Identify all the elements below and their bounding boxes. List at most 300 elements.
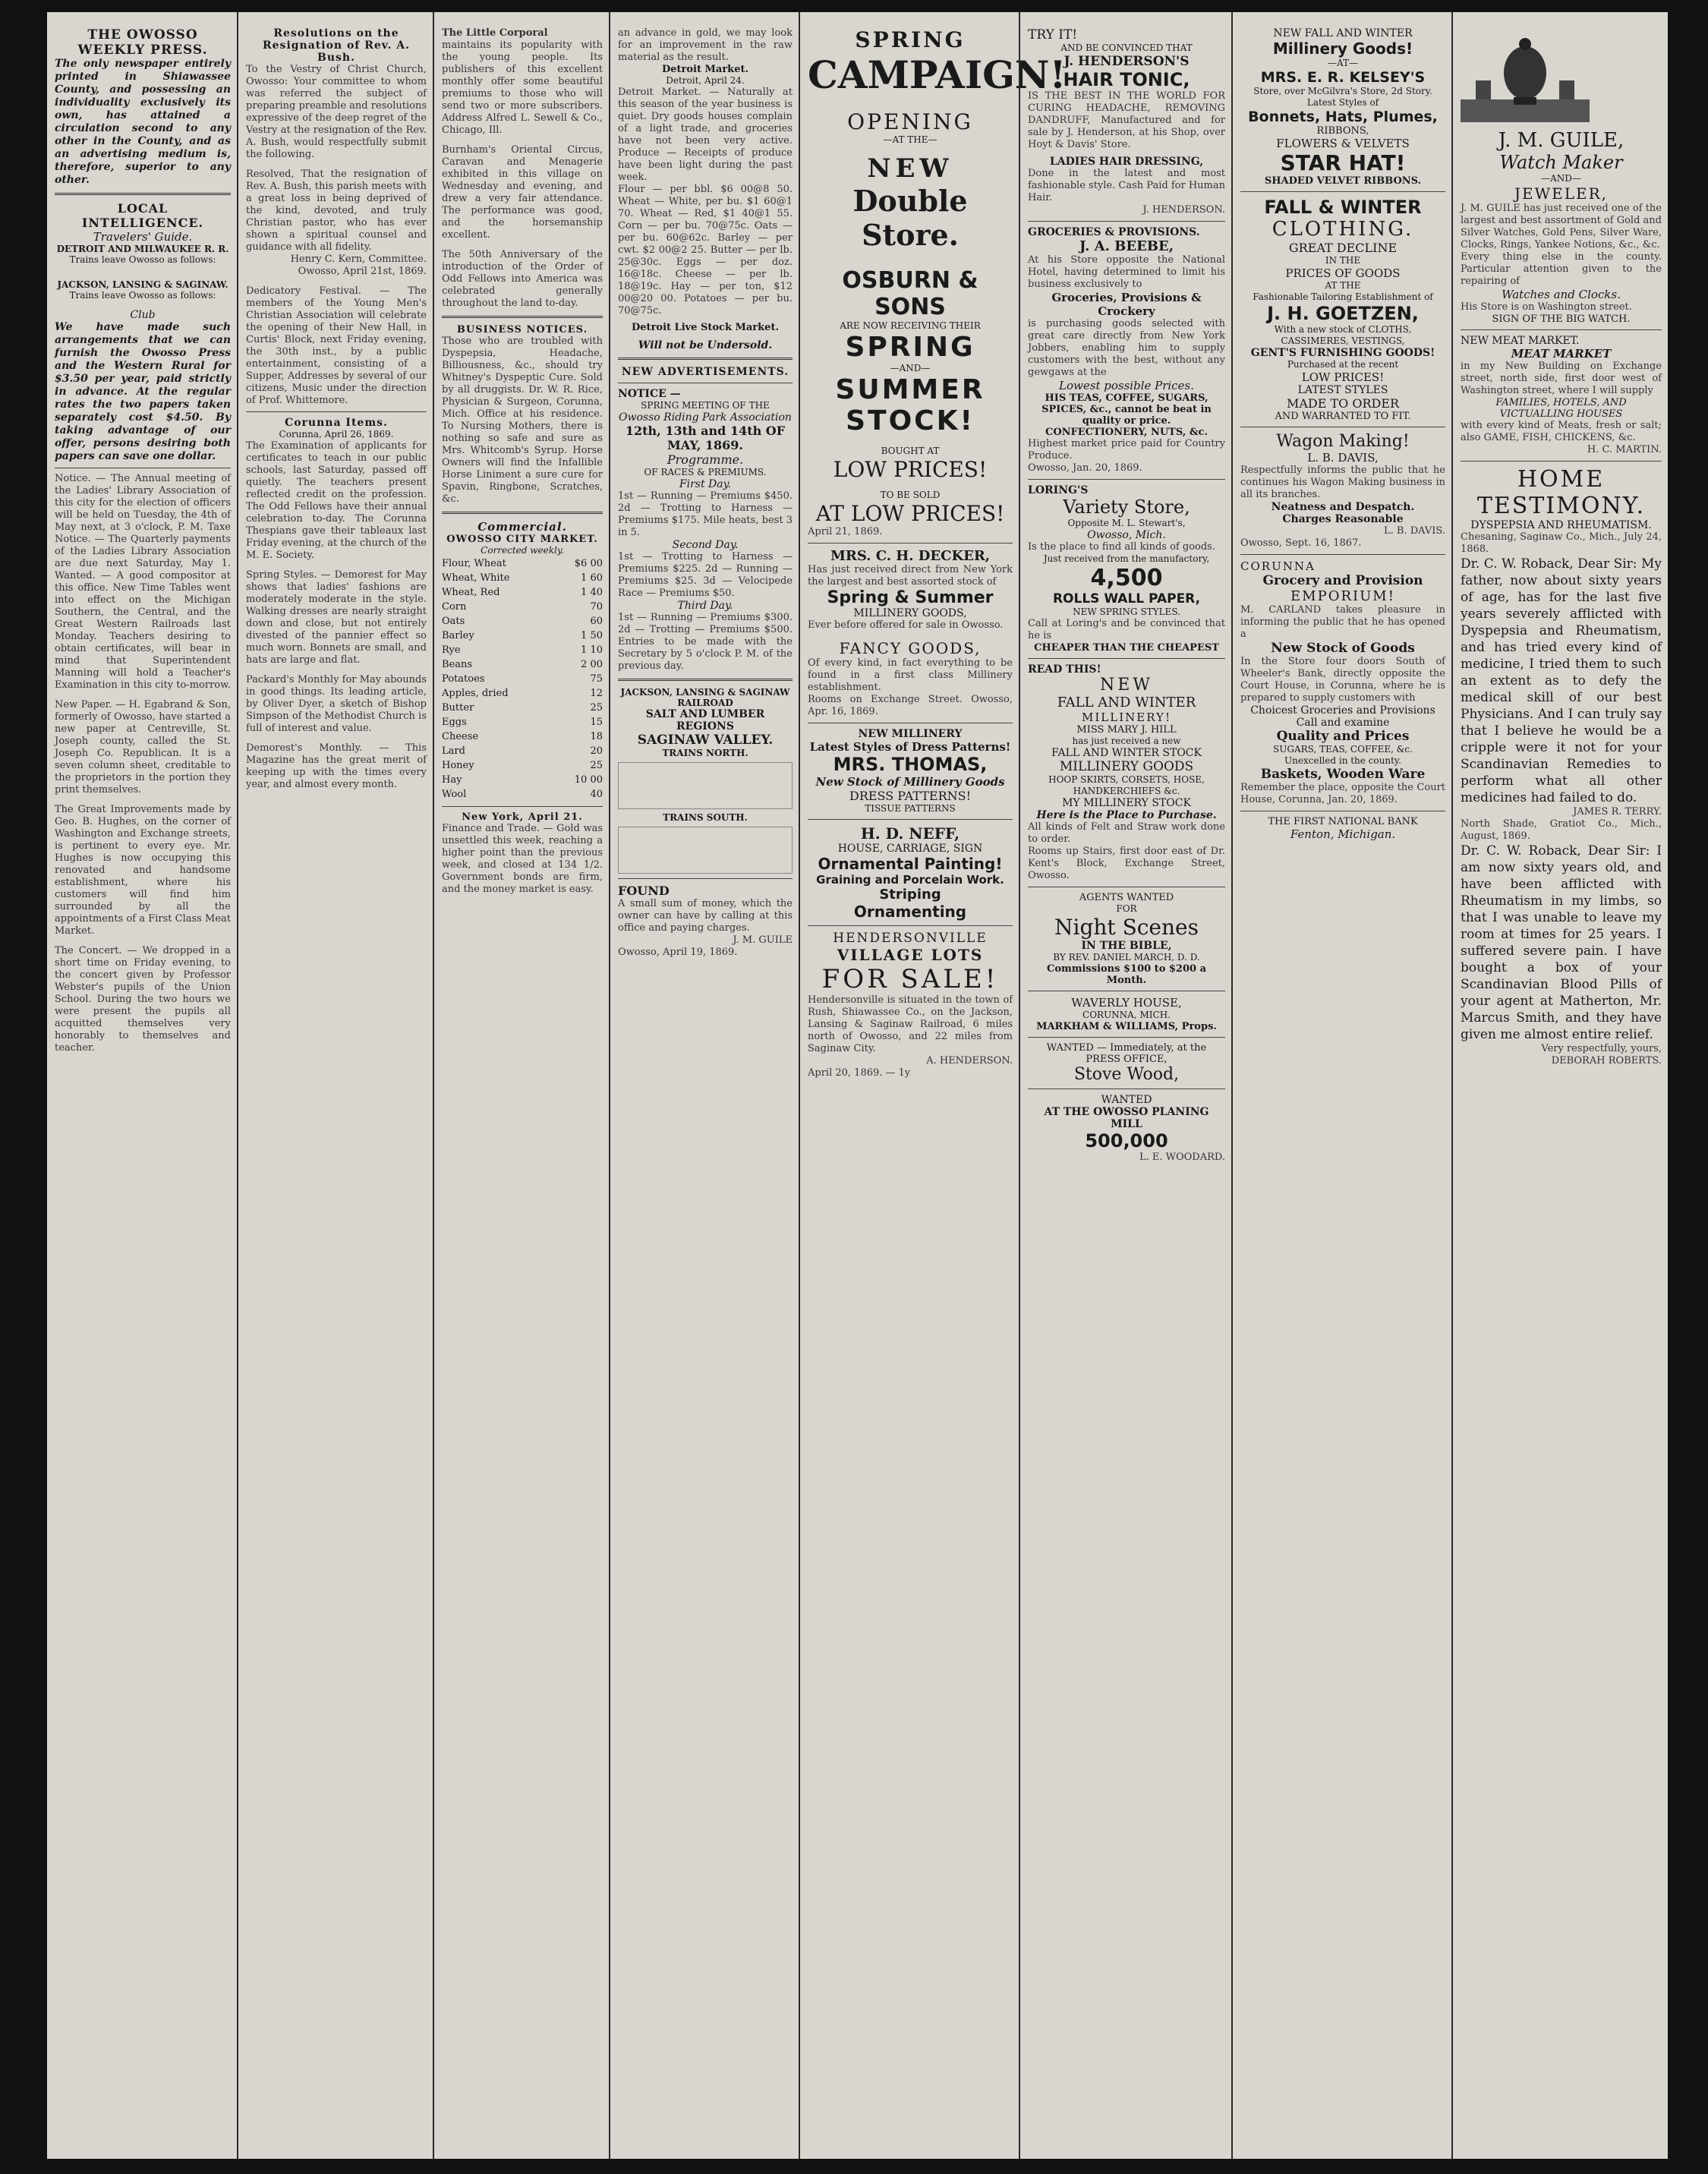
testimony-heading: TESTIMONY. xyxy=(1476,493,1646,519)
decker-rooms: Rooms on Exchange Street. Owosso, Apr. 16, 1869. xyxy=(808,694,1013,717)
to-be-sold: TO BE SOLD xyxy=(880,490,941,500)
groceries-heading: GROCERIES & PROVISIONS. xyxy=(1028,226,1200,238)
shaded: SHADED VELVET RIBBONS. xyxy=(1264,175,1422,187)
night-scenes: Night Scenes xyxy=(1054,915,1199,940)
market-row xyxy=(442,672,603,686)
little-corporal-text: maintains its popularity with the young people. Its publishers of this excellent monthly offer some beautiful premiums to those who will send two or more subscribers. Address Alfred L. Sewell & Co., Chicago, Ill. xyxy=(442,39,603,136)
millinery-goods: MILLINERY GOODS xyxy=(1059,759,1194,774)
decker-text-2: Ever before offered for sale in Owosso. xyxy=(808,619,1004,631)
ornamental-painting: Ornamental Painting! xyxy=(818,855,1003,873)
stove-wood: Stove Wood, xyxy=(1073,1065,1180,1084)
watches-clocks: Watches and Clocks. xyxy=(1502,288,1621,301)
convinced: AND BE CONVINCED THAT xyxy=(1060,43,1193,53)
fancy-goods: FANCY GOODS, xyxy=(839,639,982,657)
market-item-price: 1 10 xyxy=(581,644,603,656)
day-3-text: 1st — Running — Premiums $300. 2d — Trotting — Premiums $500. Entries to be made with the Secretary by 5 o'clock P. M. of the previous day. xyxy=(618,612,793,672)
corunna-items-title: Corunna Items. xyxy=(285,417,388,429)
market-row xyxy=(442,744,603,758)
at-sep: —AT— xyxy=(1327,58,1358,68)
waverly: WAVERLY HOUSE, xyxy=(1071,996,1182,1010)
market-row xyxy=(442,758,603,773)
notices-text: Notice. — The Annual meeting of the Ladies' Library Association of this city for the election of officers will be held on Tuesday, the 4th of May next, at 3 o'clock, P. M. Taxe Notice. — The Quarterly payments of the Ladies Library Association are due next Saturday, May 1. Wanted. — A good compositor at this office. New Time Tables went into effect on the Michigan Southern, the Central, and the Great Western Railroads last Monday. Teachers desiring to obtain certificates, will bear in mind that Superintendent Manning will hold a Teacher's Examination in this city to-morrow. xyxy=(55,473,231,691)
newspaper-page xyxy=(47,12,1668,2159)
column-8 xyxy=(1451,12,1668,2159)
march: BY REV. DANIEL MARCH, D. D. xyxy=(1053,952,1200,963)
receiving: ARE NOW RECEIVING THEIR xyxy=(840,320,981,331)
market-item-price: 60 xyxy=(590,616,603,627)
decker-text: Has just received direct from New York the largest and best assorted stock of xyxy=(808,564,1013,588)
market-item-name: Eggs xyxy=(442,717,467,728)
market-item-name: Wheat, Red xyxy=(442,587,500,598)
corunna-text: The Examination of applicants for certificates to teach in our public schools, last Saturday, passed off quietly. The teachers present reflected credit on the profession. The Odd Fellows have their annual celebration to-day. The Corunna Thespians gave their tableaux last Friday evening, at the church of the M. E. Society. xyxy=(246,440,427,561)
decker-millinery: MILLINERY GOODS, xyxy=(853,607,967,619)
agents-wanted: AGENTS WANTED xyxy=(1079,892,1174,903)
waverly-loc: CORUNNA, MICH. xyxy=(1082,1010,1171,1020)
festival-text: Dedicatory Festival. — The members of the Young Men's Christian Association will celebrate the opening of their New Hall, in Curtis' Block, next Friday evening, the 30th inst., by a public entertainment, consisting of a Supper, Addresses by several of our citizens, Music under the direction of Prof. Whittemore. xyxy=(246,285,427,406)
wagon-making: Wagon Making! xyxy=(1276,432,1410,451)
will-not-undersold: Will not be Undersold. xyxy=(638,339,773,351)
straw-work: All kinds of Felt and Straw work done to order. xyxy=(1028,821,1225,845)
village-lots: VILLAGE LOTS xyxy=(837,946,984,964)
livestock-title: Detroit Live Stock Market. xyxy=(632,322,779,333)
latest-styles-of: Latest Styles of xyxy=(1306,97,1379,108)
cheaper: CHEAPER THAN THE CHEAPEST xyxy=(1034,642,1219,654)
notice-title: NOTICE — xyxy=(618,388,681,400)
ladies-hair: LADIES HAIR DRESSING, xyxy=(1049,156,1204,168)
market-row xyxy=(442,614,603,629)
new-stock: New Stock of Goods xyxy=(1271,641,1415,656)
beebe-date: Owosso, Jan. 20, 1869. xyxy=(1028,462,1142,474)
variety-text: Is the place to find all kinds of goods. xyxy=(1028,541,1215,553)
rolls-wall-paper: ROLLS WALL PAPER, xyxy=(1052,591,1201,607)
hendersonville: HENDERSONVILLE xyxy=(833,931,988,946)
trains-south: TRAINS SOUTH. xyxy=(663,812,748,823)
millinery-goods-heading: Millinery Goods! xyxy=(1272,39,1413,58)
davis: L. B. DAVIS, xyxy=(1307,451,1379,465)
here-place: Here is the Place to Purchase. xyxy=(1036,809,1217,821)
market-item-price: 15 xyxy=(590,717,603,728)
charges: Charges Reasonable xyxy=(1282,513,1404,525)
detroit-date: Detroit, April 24. xyxy=(666,75,745,86)
in-bible: IN THE BIBLE, xyxy=(1081,940,1172,952)
guile-text: J. M. GUILE has just received one of the largest and best assortment of Gold and Silver Watches, Gold Pens, Silver Ware, Clocks, Rings, Yankee Notions, &c., &c. xyxy=(1461,203,1662,250)
market-item-name: Corn xyxy=(442,601,467,613)
flowers: FLOWERS & VELVETS xyxy=(1276,137,1410,150)
hoop-skirts: HOOP SKIRTS, CORSETS, HOSE, HANDKERCHIEFS &c. xyxy=(1048,774,1205,796)
new-fall: NEW FALL AND WINTER xyxy=(1273,27,1413,39)
beebe-text: At his Store opposite the National Hotel, having determined to limit his business exclusively to xyxy=(1028,254,1225,290)
emporium: EMPORIUM! xyxy=(1290,588,1395,604)
hair-tonic: HAIR TONIC, xyxy=(1063,69,1190,90)
newyork-text: Finance and Trade. — Gold was unsettled this week, reaching a higher point than the previous week, and closed at 134 1/2. Government bonds are firm, and the money market is easy. xyxy=(442,823,603,895)
guile-loc: His Store is on Washington street. xyxy=(1461,301,1632,313)
guile-heading: J. M. GUILE, xyxy=(1498,129,1624,152)
low-prices-2: AT LOW PRICES! xyxy=(815,501,1005,526)
market-item-price: 20 xyxy=(590,745,603,757)
found-sign: J. M. GUILE xyxy=(733,934,793,946)
saginaw-name: SAGINAW VALLEY. xyxy=(637,733,774,748)
market-item-price: 1 50 xyxy=(581,630,603,641)
intro-text: The only newspaper entirely printed in Shiawassee County, and possessing an individuality exclusively its own, has attained a circulation second to any other in the County, and as an advertising medium is, therefore, superior to any other. xyxy=(55,58,231,186)
market-item-price: 2 00 xyxy=(581,659,603,670)
star-hat: STAR HAT! xyxy=(1280,150,1406,175)
day-3: Third Day. xyxy=(677,600,733,612)
at-the: AT THE xyxy=(1325,280,1361,291)
kelsey-loc: Store, over McGilvra's Store, 2d Story. xyxy=(1253,86,1432,96)
beebe-text-2: is purchasing goods selected with great care directly from New York Jobbers, enabling him to supply customers with the best, without any gewgaws at the xyxy=(1028,318,1225,378)
for: FOR xyxy=(1116,903,1137,914)
new-heading: NEW xyxy=(867,153,953,184)
commissions: Commissions $100 to $200 a Month. xyxy=(1046,963,1207,986)
graining: Graining and Porcelain Work. xyxy=(816,873,1004,887)
resolved-text: Resolved, That the resignation of Rev. A. Bush, this parish meets with a great loss in being deprived of the kind, devoted, and truly Christian pastor, who has ever shown a spiritual counsel and guidance with all fidelity. xyxy=(246,169,427,253)
goetzen-intro: Fashionable Tailoring Establishment of xyxy=(1253,291,1433,302)
park-title: SPRING MEETING OF THE xyxy=(641,400,770,411)
osburn-date: April 21, 1869. xyxy=(808,526,883,537)
circus-text: Burnham's Oriental Circus, Caravan and Menagerie exhibited in this village on Wednesday and evening, and drew a very fair attendance. The performance was good, and the horsemanship excellent. xyxy=(442,144,603,241)
col4-text-1: an advance in gold, we may look for an improvement in the raw material as the result. xyxy=(618,27,793,63)
anniversary-text: The 50th Anniversary of the introduction of the Order of Odd Fellows into America was celebrated generally throughout the land to-day. xyxy=(442,249,603,309)
park-name: Owosso Riding Park Association xyxy=(619,411,792,424)
gents: GENT'S FURNISHING GOODS! xyxy=(1250,347,1435,359)
latest-styles: LATEST STYLES xyxy=(1297,384,1388,396)
market-row xyxy=(442,729,603,744)
meat-text-2: with every kind of Meats, fresh or salt; also GAME, FISH, CHICKENS, &c. xyxy=(1461,420,1662,443)
timetable-south xyxy=(618,827,793,874)
opening-heading: OPENING xyxy=(847,109,973,134)
unexcelled: Unexcelled in the county. xyxy=(1284,755,1401,766)
market-item-price: 1 40 xyxy=(581,587,603,598)
mill-count: 500,000 xyxy=(1085,1130,1168,1152)
fall-winter-heading: FALL & WINTER xyxy=(1264,197,1422,218)
neff-heading: H. D. NEFF, xyxy=(860,824,960,843)
new-paper-text: New Paper. — H. Egabrand & Son, formerly of Owosso, have started a new paper at Centreville, St. Joseph county, called the St. Joseph Co. Republican. It is a seven column sheet, creditable to the proprietors in the portion they print themselves. xyxy=(55,699,231,796)
try-it: TRY IT! xyxy=(1028,27,1078,43)
bought-at: BOUGHT AT xyxy=(881,446,940,456)
made-to-order: MADE TO ORDER xyxy=(1286,396,1400,411)
markham: MARKHAM & WILLIAMS, Props. xyxy=(1036,1021,1217,1032)
column-4 xyxy=(609,12,799,2159)
dyspepsia: DYSPEPSIA AND RHEUMATISM. xyxy=(1470,519,1652,531)
decker-heading: MRS. C. H. DECKER, xyxy=(830,548,991,564)
test2-sign: DEBORAH ROBERTS. xyxy=(1551,1055,1662,1067)
wall-paper-count: 4,500 xyxy=(1090,565,1163,591)
osburn-heading: OSBURN & SONS xyxy=(842,267,978,320)
market-item-name: Apples, dried xyxy=(442,688,509,699)
owosso-mill: AT THE OWOSSO PLANING MILL xyxy=(1044,1106,1209,1130)
variety-store: Variety Store, xyxy=(1063,496,1190,518)
fall-stock: FALL AND WINTER STOCK xyxy=(1051,747,1202,759)
masthead: THE OWOSSO WEEKLY PRESS. xyxy=(77,27,208,58)
day-2-text: 1st — Trotting to Harness — Premiums $225. 2d — Running — Premiums $25. 3d — Velocipede Race — Premiums $50. xyxy=(618,551,793,599)
jeweler: JEWELER, xyxy=(1514,184,1609,203)
spring-summer: Spring & Summer xyxy=(827,588,994,607)
hill-heading: MISS MARY J. HILL xyxy=(1076,724,1177,736)
fenton: Fenton, Michigan. xyxy=(1290,827,1396,841)
carland: M. CARLAND takes pleasure in informing the public that he has opened a xyxy=(1240,604,1445,640)
first-national: THE FIRST NATIONAL BANK xyxy=(1268,816,1418,827)
davis-text: Respectfully informs the public that he continues his Wagon Making business in all its branches. xyxy=(1240,465,1445,500)
striping: Striping xyxy=(879,887,941,903)
guile-text-2: Every thing else in the county. Particular attention given to the repairing of xyxy=(1461,251,1662,287)
market-item-price: $6 00 xyxy=(574,558,603,569)
market-item-name: Flour, Wheat xyxy=(442,558,506,569)
baskets: Baskets, Wooden Ware xyxy=(1260,767,1426,782)
teas: HIS TEAS, COFFEE, SUGARS, SPICES, &c., cannot be beat in quality or price. xyxy=(1042,392,1212,427)
detroit-market-title: Detroit Market. xyxy=(661,64,748,75)
market-subtitle-2: Corrected weekly. xyxy=(481,545,564,556)
found-text: A small sum of money, which the owner can have by calling at this office and paying charges. xyxy=(618,898,793,934)
market-row xyxy=(442,556,603,571)
test2-text: Dr. C. W. Roback, Dear Sir: I am now sixty years old, and have been afflicted with Rheumatism in my limbs, so that I was unable to leave my room at times for 25 years. I suffered severe pain. I have bought a box of your Scandinavian Blood Pills of your agent at Matherton, Mr. Marcus Smith, and they have given me almost entire relief. xyxy=(1461,843,1662,1042)
market-item-price: 70 xyxy=(590,601,603,613)
remember: Remember the place, opposite the Court House, Corunna, Jan. 20, 1869. xyxy=(1240,782,1445,805)
clothing: CLOTHING. xyxy=(1272,218,1414,241)
resolutions-signed: Henry C. Kern, Committee. Owosso, April 21st, 1869. xyxy=(290,254,427,277)
spring2-heading: SPRING xyxy=(845,332,975,363)
market-item-price: 18 xyxy=(590,731,603,742)
spring-styles-text: Spring Styles. — Demorest for May shows that ladies' fashions are moderately moderate in the style. Walking dresses are nearly straight down and close, but not entirely divested of the pannier effect so much worn. Bonnets are small, and hats are large and flat. xyxy=(246,569,427,666)
market-row xyxy=(442,629,603,643)
corunna-date: Corunna, April 26, 1869. xyxy=(279,429,394,440)
quality: Quality and Prices xyxy=(1276,729,1410,744)
henderson-text: Hendersonville is situated in the town of Rush, Shiawassee Co., on the Jackson, Lansing & Saginaw Railroad, 6 miles north of Owosso, and 22 miles from Saginaw City. xyxy=(808,994,1013,1054)
market-row xyxy=(442,787,603,802)
market-item-name: Wool xyxy=(442,789,467,800)
column-3 xyxy=(433,12,609,2159)
my-millinery: MY MILLINERY STOCK xyxy=(1062,797,1191,809)
day-1: First Day. xyxy=(679,478,732,490)
watchmaker: Watch Maker xyxy=(1499,152,1623,173)
market-item-price: 12 xyxy=(590,688,603,699)
davis-date: Owosso, Sept. 16, 1867. xyxy=(1240,537,1362,549)
test1-sign: JAMES R. TERRY. xyxy=(1573,806,1662,818)
market-item-name: Oats xyxy=(442,616,465,627)
tissue-patterns: TISSUE PATTERNS xyxy=(865,803,956,814)
at-the: —AT THE— xyxy=(883,134,938,145)
henderson-sign: A. HENDERSON. xyxy=(926,1055,1013,1067)
new-2: NEW xyxy=(1100,676,1153,695)
column-2 xyxy=(237,12,433,2159)
market-item-price: 1 60 xyxy=(581,572,603,584)
bonnets: Bonnets, Hats, Plumes, xyxy=(1248,109,1438,125)
latest-patterns: Latest Styles of Dress Patterns! xyxy=(809,740,1011,754)
detroit-text: Detroit Market. — Naturally at this season of the year business is quiet. Dry goods houses complain of a light trade, and groceries have not been very active. Produce — Receipts of produce have been light during the past week. xyxy=(618,87,793,183)
club-heading: Club xyxy=(130,309,156,321)
goetzen-text: With a new stock of CLOTHS, CASSIMERES, VESTINGS, xyxy=(1274,324,1412,346)
market-item-price: 75 xyxy=(590,673,603,685)
summer-heading: SUMMER xyxy=(835,374,985,405)
home-heading: HOME xyxy=(1517,466,1606,493)
thomas-heading: MRS. THOMAS, xyxy=(833,754,988,775)
ornament-illustration xyxy=(1461,27,1590,126)
for-sale: FOR SALE! xyxy=(821,964,999,994)
hendersons: J. HENDERSON'S xyxy=(1064,54,1190,69)
market-item-name: Cheese xyxy=(442,731,479,742)
market-item-name: Beans xyxy=(442,659,473,670)
program-title: Programme. xyxy=(666,452,744,467)
just-received: Just received from the manufactory, xyxy=(1043,553,1210,564)
call-at: Call at Loring's and be convinced that he is xyxy=(1028,618,1225,641)
neatness: Neatness and Despatch. xyxy=(1271,501,1415,513)
market-table xyxy=(442,556,603,802)
found-date: Owosso, April 19, 1869. xyxy=(618,947,738,958)
market-item-name: Honey xyxy=(442,760,474,771)
market-row xyxy=(442,773,603,787)
market-row xyxy=(442,657,603,672)
big-watch: SIGN OF THE BIG WATCH. xyxy=(1492,313,1631,325)
beebe-goods: Groceries, Provisions & Crockery xyxy=(1051,291,1202,318)
market-row xyxy=(442,686,603,701)
woodard: L. E. WOODARD. xyxy=(1139,1152,1225,1163)
saginaw-title: JACKSON, LANSING & SAGINAW RAILROAD xyxy=(620,687,790,708)
ornamenting: Ornamenting xyxy=(853,903,967,921)
business-notices-title: BUSINESS NOTICES. xyxy=(456,324,588,336)
little-corporal-title: The Little Corporal xyxy=(442,27,548,39)
timetable-north xyxy=(618,762,793,809)
market-row xyxy=(442,643,603,657)
ribbons: RIBBONS, xyxy=(1316,125,1369,137)
market-row xyxy=(442,715,603,729)
railroad-1-sub: Trains leave Owosso as follows: xyxy=(69,254,216,265)
demorest-text: Demorest's Monthly. — This Magazine has the great merit of keeping up with the times every year, and almost every month. xyxy=(246,742,427,790)
market-item-name: Lard xyxy=(442,745,465,757)
market-item-name: Butter xyxy=(442,702,474,714)
neff-sub: HOUSE, CARRIAGE, SIGN xyxy=(837,843,983,855)
market-item-price: 25 xyxy=(590,702,603,714)
market-item-name: Wheat, White xyxy=(442,572,510,584)
day-2: Second Day. xyxy=(672,539,739,551)
test1-loc: Chesaning, Saginaw Co., Mich., July 24, 1868. xyxy=(1461,531,1662,555)
column-1 xyxy=(47,12,237,2159)
market-row xyxy=(442,585,603,600)
commercial-title: Commercial. xyxy=(477,520,567,534)
resolutions-text: To the Vestry of Christ Church, Owosso: Your committee to whom was referred the subject of preparing preamble and resolutions expressive of the deep regret of the Vestry at the resignation of the Rev. A. Bush, would respectfully submit the following. xyxy=(246,64,427,160)
great-decline: GREAT DECLINE xyxy=(1288,241,1398,255)
campaign-heading: CAMPAIGN! xyxy=(808,52,1067,97)
saginaw-sub: SALT AND LUMBER REGIONS xyxy=(645,708,765,733)
detroit-prices: Flour — per bbl. $6 00@8 50. Wheat — White, per bu. $1 60@1 70. Wheat — Red, $1 40@1 55. Corn — per bu. 70@75c. Oats — per bu. 60@62c. Barley — per cwt. $2 00@2 25. Butter — per lb. 25@30c. Eggs — per doz. 16@18c. Cheese — per lb. 18@19c. Hay — per ton, $12 00@20 00. Potatoes — per bu. 70@75c. xyxy=(618,184,793,317)
test2-close: Very respectfully, yours, xyxy=(1541,1043,1662,1054)
program-sub: OF RACES & PREMIUMS. xyxy=(644,467,767,477)
market-subtitle: OWOSSO CITY MARKET. xyxy=(446,534,598,545)
test2-loc: North Shade, Gratiot Co., Mich., August, 1869. xyxy=(1461,818,1662,842)
new-styles: NEW SPRING STYLES. xyxy=(1073,607,1180,617)
market-item-name: Rye xyxy=(442,644,461,656)
market-price: Highest market price paid for Country Produce. xyxy=(1028,438,1225,462)
millinery: MILLINERY! xyxy=(1082,710,1171,724)
railroad-2: JACKSON, LANSING & SAGINAW. xyxy=(57,279,228,290)
found-title: FOUND xyxy=(618,884,670,898)
new-meat-market: NEW MEAT MARKET. xyxy=(1461,335,1580,347)
warranted: AND WARRANTED TO FIT. xyxy=(1275,411,1411,422)
sugars: SUGARS, TEAS, COFFEE, &c. xyxy=(1273,744,1413,755)
meat-market: MEAT MARKET xyxy=(1511,347,1612,361)
dress-patterns: DRESS PATTERNS! xyxy=(849,789,971,803)
low-prices: LOW PRICES! xyxy=(1301,370,1385,384)
thomas-sub: New Stock of Millinery Goods xyxy=(815,775,1005,789)
variety-loc: Owosso, Mich. xyxy=(1087,529,1166,541)
hill-text: has just received a new xyxy=(1072,736,1181,746)
trains-north: TRAINS NORTH. xyxy=(662,748,748,758)
corunna-heading: CORUNNA xyxy=(1240,559,1316,573)
fall-winter: FALL AND WINTER xyxy=(1057,695,1196,710)
day-1-text: 1st — Running — Premiums $450. 2d — Trotting to Harness — Premiums $175. Mile heats, best 3 in 5. xyxy=(618,490,793,538)
henderson-sign-2: J. HENDERSON. xyxy=(1142,204,1225,216)
confectionery: CONFECTIONERY, NUTS, &c. xyxy=(1045,427,1209,438)
grocery-emporium: Grocery and Provision xyxy=(1262,573,1423,588)
market-item-price: 25 xyxy=(590,760,603,771)
and-sep-8: —AND— xyxy=(1541,173,1581,184)
railroad-2-sub: Trains leave Owosso as follows: xyxy=(69,290,216,301)
market-row xyxy=(442,701,603,715)
column-6 xyxy=(1019,12,1231,2159)
goetzen: J. H. GOETZEN, xyxy=(1267,303,1419,324)
concert-text: The Concert. — We dropped in a short time on Friday evening, to the concert given by Professor Webster's pupils of the Union School. During the two hours we were present the pupils all acquitted themselves very honorably to themselves and teacher. xyxy=(55,945,231,1054)
kelsey: MRS. E. R. KELSEY'S xyxy=(1260,69,1426,86)
club-text: We have made such arrangements that we can furnish the Owosso Press and the Western Rural for $3.50 per year, paid strictly in advance. At the regular rates the two papers taken separately cost $4.50. By taking advantage of our offer, persons desiring both papers can save one dollar. xyxy=(55,321,231,462)
and-sep: —AND— xyxy=(890,363,931,373)
fancy-text: Of every kind, in fact everything to be found in a first class Millinery establishment. xyxy=(808,657,1013,693)
business-notices-text: Those who are troubled with Dyspepsia, Headache, Billiousness, &c., should try Whitney's Dyspeptic Cure. Sold by all druggists. Dr. W. R. Rice, Physician & Surgeon, Corunna, Mich. Office at his residence. To Nursing Mothers, there is nothing so safe and sure as Mrs. Whitcomb's Syrup. Horse Owners will find the Infallible Horse Liniment a sure cure for Spavin, Ringbone, Scratches, &c. xyxy=(442,336,603,505)
section-heading: LOCAL INTELLIGENCE. xyxy=(81,201,204,230)
variety-sub: Opposite M. L. Stewart's, xyxy=(1067,518,1186,528)
market-row xyxy=(442,571,603,585)
choicest: Choicest Groceries and Provisions xyxy=(1250,704,1435,717)
new-ads-title: NEW ADVERTISEMENTS. xyxy=(621,366,789,378)
read-this: READ THIS! xyxy=(1028,663,1101,676)
market-item-name: Barley xyxy=(442,630,474,641)
market-row xyxy=(442,600,603,614)
davis-sign: L. B. DAVIS. xyxy=(1384,525,1445,537)
market-item-name: Hay xyxy=(442,774,462,786)
beebe-heading: J. A. BEEBE, xyxy=(1079,238,1174,254)
call-exam: Call and examine xyxy=(1296,717,1390,729)
wanted-mill: WANTED xyxy=(1101,1094,1152,1106)
wanted-press: WANTED — Immediately, at the PRESS OFFICE, xyxy=(1046,1042,1207,1065)
lowest-prices: Lowest possible Prices. xyxy=(1059,379,1194,392)
low-prices-1: LOW PRICES! xyxy=(833,457,988,482)
families: FAMILIES, HOTELS, AND VICTUALLING HOUSES xyxy=(1495,397,1627,420)
ladies-hair-text: Done in the latest and most fashionable style. Cash Paid for Human Hair. xyxy=(1028,168,1225,203)
park-dates: 12th, 13th and 14th OF MAY, 1869. xyxy=(625,424,786,452)
new-millinery: NEW MILLINERY xyxy=(858,728,963,740)
market-item-name: Potatoes xyxy=(442,673,485,685)
spring-heading: SPRING xyxy=(855,27,966,52)
improvements-text: The Great Improvements made by Geo. B. Hughes, on the corner of Washington and Exchange streets, is pertinent to every eye. Mr. Hughes is now occupying this renovated and handsome establishment, where his customers will find him surrounded by all the appointments of a First Class Meat Market. xyxy=(55,804,231,937)
prices-goods: PRICES OF GOODS xyxy=(1285,266,1401,280)
travelers-guide: Travelers' Guide. xyxy=(93,230,193,244)
tonic-text: IS THE BEST IN THE WORLD FOR CURING HEADACHE, REMOVING DANDRUFF, Manufactured and for sale by J. Henderson, at his Shop, over Hoyt & Davis' Store. xyxy=(1028,90,1225,150)
packard-text: Packard's Monthly for May abounds in good things. Its leading article, by Oliver Dyer, a sketch of Bishop Simpson of the Methodist Church is full of interest and value. xyxy=(246,674,427,734)
newyork-title: New York, April 21. xyxy=(462,811,583,823)
meat-text: in my New Building on Exchange street, north side, first door west of Washington street, where I will supply xyxy=(1461,361,1662,396)
purchased: Purchased at the recent xyxy=(1287,359,1399,370)
railroad-1: DETROIT AND MILWAUKEE R. R. xyxy=(56,244,229,254)
lorings: LORING'S xyxy=(1028,484,1089,496)
market-item-price: 40 xyxy=(590,789,603,800)
henderson-date: April 20, 1869. — 1y xyxy=(808,1067,911,1079)
hill-loc: Rooms up Stairs, first door east of Dr. Kent's Block, Exchange Street, Owosso. xyxy=(1028,846,1225,881)
market-item-price: 10 00 xyxy=(574,774,603,786)
carland-text: In the Store four doors South of Wheeler's Bank, directly opposite the Court House, in Corunna, where he is prepared to supply customers with xyxy=(1240,656,1445,704)
double-store-heading: Double Store. xyxy=(852,184,968,252)
resolutions-title: Resolutions on the Resignation of Rev. A. Bush. xyxy=(263,27,410,64)
in-the: IN THE xyxy=(1325,255,1361,266)
column-7 xyxy=(1231,12,1451,2159)
test1-text: Dr. C. W. Roback, Dear Sir: My father, now about sixty years of age, has for the last five years severely afflicted with Dyspepsia and Rheumatism, and has tried every kind of medicine, I tried them to such an extent as to defy the medical skill of our best Physicians. And I can truly say that I believe he would be a cripple were it not for your Scandinavian Remedies to perform what all other medicines had failed to do. xyxy=(1461,556,1662,805)
martin: H. C. MARTIN. xyxy=(1587,444,1662,455)
